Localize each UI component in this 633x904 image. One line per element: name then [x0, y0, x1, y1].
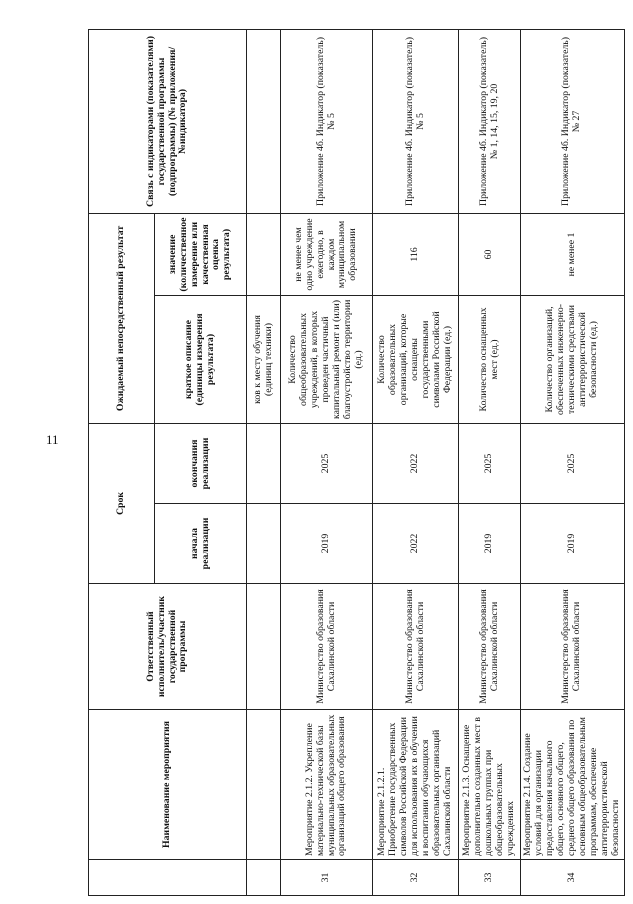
- row-num: 32: [373, 860, 459, 896]
- row-start: 2022: [373, 504, 459, 584]
- table-row: [281, 29, 373, 895]
- row-name: Мероприятие 2.1.2. Укрепление материально-технической базы муниципальных образовательных организаций общего образования: [281, 710, 373, 860]
- row-value: [247, 213, 281, 295]
- row-link: Приложение 4б. Индикатор (показатель) № 5: [373, 29, 459, 213]
- row-responsible: [247, 584, 281, 710]
- row-num: 33: [459, 860, 521, 896]
- row-end: [247, 423, 281, 503]
- row-desc: ков к месту обучения (единиц техники): [247, 295, 281, 423]
- row-name: Мероприятие 2.1.4. Создание условий для организации предоставления начального общего, основного общего, среднего общего образования по основным общеобразовательным программам, обеспечение антитеррористической безопасности: [521, 710, 625, 860]
- row-end: 2025: [521, 423, 625, 503]
- header-name: Наименование мероприятия: [89, 710, 247, 860]
- header-term-end: окончания реализации: [155, 423, 247, 503]
- table-row: [373, 29, 459, 895]
- row-link: [247, 29, 281, 213]
- row-value: не менее 1: [521, 213, 625, 295]
- row-num: 31: [281, 860, 373, 896]
- page-number: 11: [46, 432, 59, 447]
- header-responsible: Ответственный исполнитель/участник государственной программы: [89, 584, 247, 710]
- header-expected: Ожидаемый непосредственный результат: [89, 213, 155, 423]
- row-name: Мероприятие 2.1.3. Оснащение дополнительно созданных мест в дошкольных группах при общеобразовательных учреждениях: [459, 710, 521, 860]
- header-term: Срок: [89, 423, 155, 583]
- header-expected-value: значение (количественное измерение или качественная оценка результата): [155, 213, 247, 295]
- row-value: 60: [459, 213, 521, 295]
- header-num: [89, 860, 247, 896]
- header-row-1: [89, 29, 155, 895]
- row-end: 2022: [373, 423, 459, 503]
- row-desc: Количество образовательных организаций, которые оснащены государственными символами Российской Федерации (ед.): [373, 295, 459, 423]
- rotated-table-wrapper: [88, 30, 621, 896]
- row-desc: Количество организаций, обеспеченных инженерно-техническими средствами антитеррористической безопасности (ед.): [521, 295, 625, 423]
- row-num: [247, 860, 281, 896]
- row-name: [247, 710, 281, 860]
- measures-table: [88, 29, 625, 896]
- row-value: 116: [373, 213, 459, 295]
- header-term-start: начала реализации: [155, 504, 247, 584]
- table-row: [247, 29, 281, 895]
- row-link: Приложение 4б. Индикатор (показатель) № 1, 14, 15, 19, 20: [459, 29, 521, 213]
- header-expected-desc: краткое описание (единицы измерения результата): [155, 295, 247, 423]
- row-responsible: Министерство образования Сахалинской области: [459, 584, 521, 710]
- row-end: 2025: [459, 423, 521, 503]
- row-link: Приложение 4б. Индикатор (показатель) № 5: [281, 29, 373, 213]
- row-end: 2025: [281, 423, 373, 503]
- row-responsible: Министерство образования Сахалинской области: [373, 584, 459, 710]
- row-responsible: Министерство образования Сахалинской области: [281, 584, 373, 710]
- row-start: 2019: [281, 504, 373, 584]
- table-row: [521, 29, 625, 895]
- table-row: [459, 29, 521, 895]
- row-responsible: Министерство образования Сахалинской области: [521, 584, 625, 710]
- header-link: Связь с индикаторами (показателями) государственной программы (подпрограммы) (№ приложения/№индикатора): [89, 29, 247, 213]
- row-start: [247, 504, 281, 584]
- row-value: не менее чем одно учреждение ежегодно, в каждом муниципальном образовании: [281, 213, 373, 295]
- row-start: 2019: [521, 504, 625, 584]
- row-link: Приложение 4б. Индикатор (показатель) № 27: [521, 29, 625, 213]
- row-desc: Количество оснащенных мест (ед.): [459, 295, 521, 423]
- row-num: 34: [521, 860, 625, 896]
- row-desc: Количество общеобразовательных учреждений, в которых проведен частичный капитальный ремонт и (или) благоустройство территории (ед.): [281, 295, 373, 423]
- row-name: Мероприятие 2.1.2.1. Приобретение государственных символов Российской Федерации для использования их в обучении и воспитании обучающихся образовательных организаций Сахалинской области: [373, 710, 459, 860]
- row-start: 2019: [459, 504, 521, 584]
